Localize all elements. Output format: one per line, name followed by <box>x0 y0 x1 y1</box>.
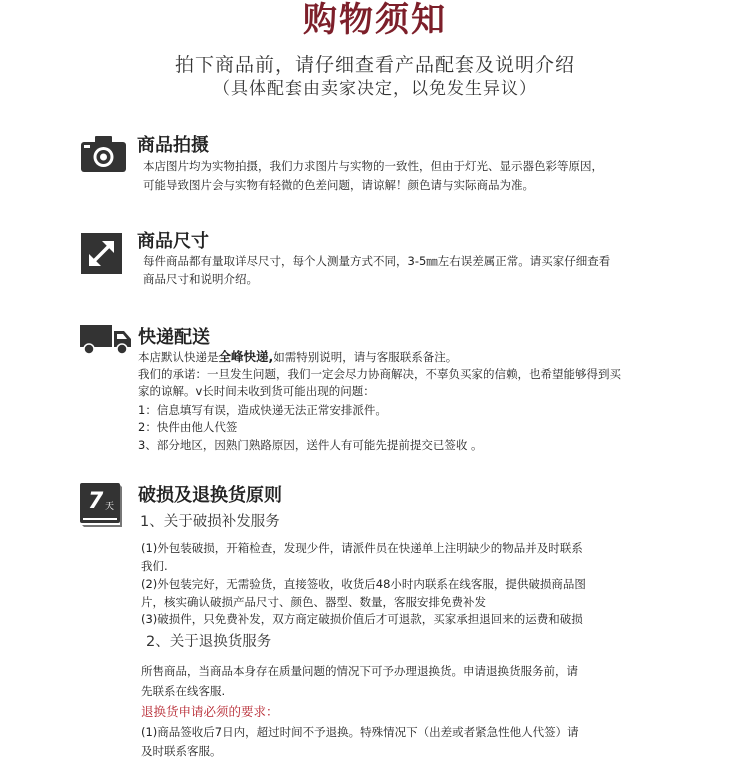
damage-service-heading: 1、关于破损补发服务 <box>140 514 280 530</box>
section-title-returns: 破损及退换货原则 <box>138 485 282 506</box>
requirement-line: (1)商品签收后7日内，超过时间不予退换。特殊情况下（出差或者紧急性他人代签）请 <box>141 725 579 739</box>
return-text-line: 先联系在线客服. <box>141 684 226 698</box>
damage-text-line: (1)外包装破损，开箱检查，发现少件，请派件员在快递单上注明缺少的物品并及时联系 <box>141 541 583 555</box>
damage-text-line: 片，核实确认破损产品尺寸、颜色、器型、数量，客服安排免费补发 <box>141 595 486 609</box>
return-text-line: 所售商品，当商品本身存在质量问题的情况下可予办理退换货。申请退换货服务前，请 <box>141 664 578 678</box>
notice-line: 拍下商品前，请仔细查看产品配套及说明介绍 <box>174 54 575 76</box>
resize-arrow-icon <box>81 233 122 274</box>
delivery-text-line: 我们的承诺：一旦发生问题，我们一定会尽力协商解决，不辜负买家的信赖，也希望能够得到买 <box>138 367 621 381</box>
photo-text-line: 可能导致图片会与实物有轻微的色差问题，请谅解！颜色请与实际商品为准。 <box>143 178 534 192</box>
truck-icon <box>80 323 132 355</box>
return-requirements-title: 退换货申请必须的要求： <box>141 704 279 719</box>
camera-icon <box>81 136 126 172</box>
page-title: 购物须知 <box>303 0 447 40</box>
delivery-text-line: 3、部分地区，因熟门熟路原因，送件人有可能先提前提交已签收 。 <box>138 438 483 452</box>
notice-note: （具体配套由卖家决定，以免发生异议） <box>213 79 537 99</box>
delivery-text-line: 2：快件由他人代签 <box>138 420 238 434</box>
size-text-line: 商品尺寸和说明介绍。 <box>143 272 258 286</box>
seven-day-number: 7 <box>88 489 104 514</box>
return-service-heading: 2、关于退换货服务 <box>146 634 272 650</box>
delivery-text-prefix: 本店默认快递是 <box>138 350 219 364</box>
size-text-line: 每件商品都有量取详尽尺寸，每个人测量方式不同，3-5㎜左右误差属正常。请买家仔细查看 <box>143 254 611 268</box>
photo-text-line: 本店图片均为实物拍摄，我们力求图片与实物的一致性，但由于灯光、显示器色彩等原因， <box>143 159 603 173</box>
damage-text-line: 我们. <box>141 559 168 573</box>
damage-text-line: (3)破损件，只免费补发，双方商定破损价值后才可退款，买家承担退回来的运费和破损 <box>141 612 583 626</box>
section-title-photo: 商品拍摄 <box>137 135 209 156</box>
delivery-text-line: 1：信息填写有误，造成快递无法正常安排派件。 <box>138 403 387 417</box>
delivery-text-line <box>138 348 457 366</box>
delivery-text-line: 家的谅解。v长时间未收到货可能出现的问题： <box>138 384 375 398</box>
section-title-size: 商品尺寸 <box>137 231 209 252</box>
section-title-delivery: 快递配送 <box>138 327 210 348</box>
damage-text-line: (2)外包装完好，无需验货，直接签收，收货后48小时内联系在线客服，提供破损商品图 <box>141 577 586 591</box>
delivery-text-suffix: 如需特别说明，请与客服联系备注。 <box>273 350 458 364</box>
courier-name: 全峰快递, <box>218 349 274 364</box>
requirement-line: 及时联系客服。 <box>141 744 222 758</box>
seven-day-unit: 天 <box>105 502 115 512</box>
